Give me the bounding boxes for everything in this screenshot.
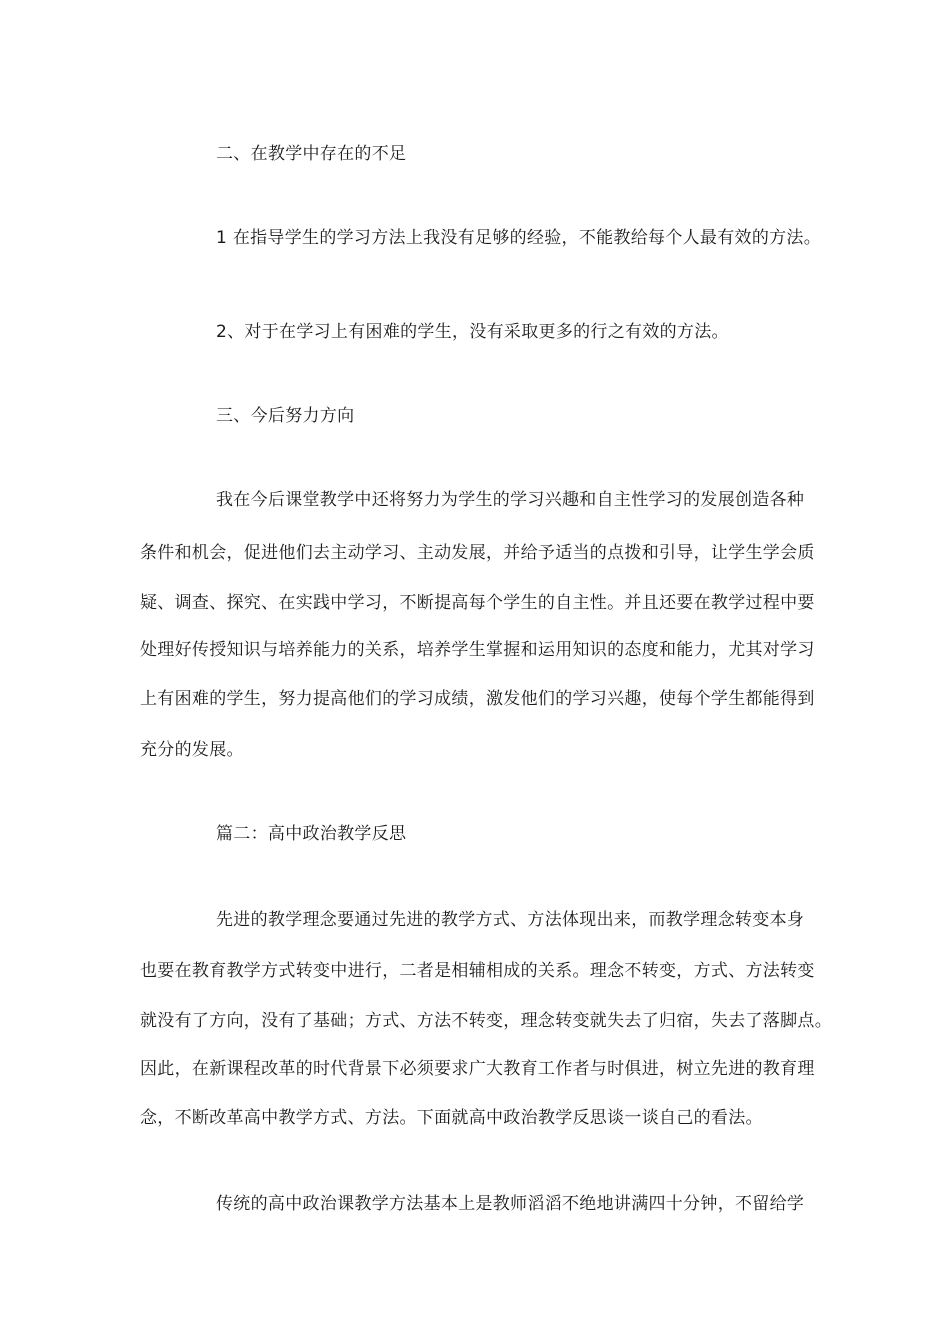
section-heading-shortcomings: 二、在教学中存在的不足 (216, 144, 407, 164)
paragraph-line: 上有困难的学生，努力提高他们的学习成绩，激发他们的学习兴趣，使每个学生都能得到 (140, 689, 815, 709)
paragraph-line: 传统的高中政治课教学方法基本上是教师滔滔不绝地讲满四十分钟，不留给学 (216, 1194, 805, 1214)
section-heading-future-direction: 三、今后努力方向 (216, 406, 355, 426)
paragraph-line: 先进的教学理念要通过先进的教学方式、方法体现出来，而教学理念转变本身 (216, 910, 805, 930)
paragraph-line: 念，不断改革高中教学方式、方法。下面就高中政治教学反思谈一谈自己的看法。 (140, 1108, 763, 1128)
list-item-2: 2、对于在学习上有困难的学生，没有采取更多的行之有效的方法。 (216, 322, 729, 342)
paragraph-line: 就没有了方向，没有了基础；方式、方法不转变，理念转变就失去了归宿，失去了落脚点。 (140, 1011, 832, 1031)
paragraph-line: 条件和机会，促进他们去主动学习、主动发展，并给予适当的点拨和引导，让学生学会质 (140, 543, 815, 563)
paragraph-line: 充分的发展。 (140, 740, 244, 760)
paragraph-line: 也要在教育教学方式转变中进行，二者是相辅相成的关系。理念不转变，方式、方法转变 (140, 961, 815, 981)
article-title: 篇二：高中政治教学反思 (216, 824, 407, 844)
paragraph-line: 因此，在新课程改革的时代背景下必须要求广大教育工作者与时俱进，树立先进的教育理 (140, 1059, 815, 1079)
paragraph-line: 我在今后课堂教学中还将努力为学生的学习兴趣和自主性学习的发展创造各种 (216, 490, 805, 510)
paragraph-line: 处理好传授知识与培养能力的关系，培养学生掌握和运用知识的态度和能力，尤其对学习 (140, 640, 815, 660)
paragraph-line: 疑、调查、探究、在实践中学习，不断提高每个学生的自主性。并且还要在教学过程中要 (140, 593, 815, 613)
list-item-1: 1 在指导学生的学习方法上我没有足够的经验，不能教给每个人最有效的方法。 (216, 228, 822, 248)
